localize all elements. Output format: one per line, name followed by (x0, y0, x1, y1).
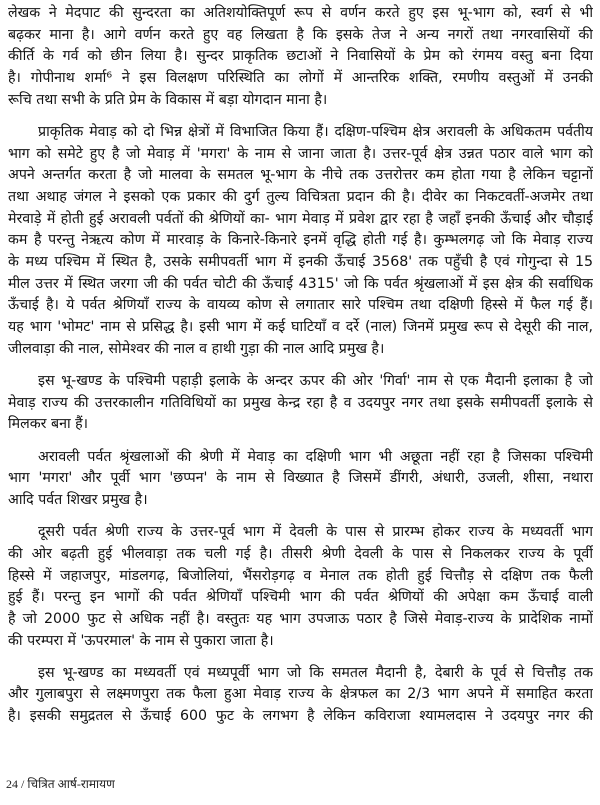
text-line: हिस्से में जहाजपुर, मांडलगढ़, बिजोलियां, भैंसरोड़गढ़ व मेनाल तक होती हुई चित्तौड़ से दक्षिण तक फैली (8, 567, 593, 584)
document-body (8, 3, 593, 738)
text-line: मिलकर बना हैं। (8, 416, 89, 433)
text-line: रूचि तथा सभी के प्रति प्रेम के विकास में बड़ा योगदान माना है। (8, 91, 328, 108)
text-line: मेरवाड़े में होती हुई अरावली पर्वतों की श्रेणियों का- भाग मेवाड़ में प्रवेश द्वार रहा है जहाँ इनकी ऊँचाई और चौड़ाई (8, 210, 593, 227)
paragraph (8, 447, 593, 512)
text-line: है। गोपीनाथ शर्मा⁶ ने इस विलक्षण परिस्थिति का लोगों में आन्तरिक शक्ति, रमणीय वस्तुओं में उनकी (8, 70, 593, 87)
paragraph (8, 122, 593, 361)
text-line: बढ़कर माना है। आगे वर्णन करते हुए वह लिखता है कि इसके तेज ने अन्य नगरों तथा नगरवासियों की (8, 26, 593, 43)
text-line: और गुलाबपुरा से लक्ष्मणपुरा तक फैला हुआ मेवाड़ राज्य के क्षेत्रफल का 2/3 भाग अपने में समाहित करता (8, 686, 593, 703)
footer-separator: / (21, 777, 25, 791)
text-line: इस भू-खण्ड का मध्यवर्ती एवं मध्यपूर्वी भाग जो कि समतल मैदानी है, देबारी के पूर्व से चित्तौड़ तक (38, 664, 593, 681)
text-line: जीलवाड़ा की नाल, सोमेश्वर की नाल व हाथी गुड़ा की नाल आदि प्रमुख है। (8, 340, 385, 357)
text-line: की परम्परा में 'ऊपरमाल' के नाम से पुकारा जाता है। (8, 632, 274, 649)
text-line: यह भाग 'भोमट' नाम से प्रसिद्ध है। इसी भाग में कई घाटियाँ व दर्रे (नाल) जिनमें प्रमुख रूप से देसूरी की नाल, (8, 319, 593, 336)
paragraph (8, 663, 593, 728)
text-line: हुई हैं। परन्तु इन भागों की पर्वत श्रेणियाँ पश्चिमी भाग की पर्वत श्रेणियों की अपेक्षा कम ऊँचाई वाली (8, 589, 593, 606)
text-line: के मध्य पश्चिम में स्थित है, उसके समीपवर्ती भाग में इनकी ऊँचाई 3568' तक पहुँची है एवं गोगुन्दा से 15 (8, 254, 593, 271)
text-line: मेवाड़ राज्य की उत्तरकालीन गतिविधियों का प्रमुख केन्द्र रहा है व उदयपुर नगर तथा इसके समीपवर्ती इलाके से (8, 394, 593, 411)
text-line: अपने अन्तर्गत करता है जो मालवा के समतल भू-भाग के नीचे तक उत्तरोत्तर कम होता गया है लेकिन चट्टानों (8, 167, 593, 184)
text-line: ऊँचाई है। ये पर्वत श्रेणियाँ राज्य के वायव्य कोण से लगातार सारे पश्चिम तथा दक्षिणी हिस्से में फैल गई हैं। (8, 297, 593, 314)
paragraph (8, 522, 593, 652)
text-line: प्राकृतिक मेवाड़ को दो भिन्न क्षेत्रों में विभाजित किया हैं। दक्षिण-पश्चिम क्षेत्र अरावली के अधिकतम पर्वतीय (38, 123, 593, 140)
text-line: है। इसकी समुद्रतल से ऊँचाई 600 फुट के लगभग है लेकिन कविराजा श्यामलदास ने उदयपुर नगर की (8, 708, 593, 725)
page-number: 24 (6, 777, 18, 791)
text-line: आदि पर्वत शिखर प्रमुख है। (8, 491, 148, 508)
text-line: तथा अथाह जंगल ने इसको एक प्रकार की दुर्ग तुल्य विचित्रता प्रदान की है। दीवेर का निकटवर्ती-अजमेर तथा (8, 189, 593, 205)
text-line: दूसरी पर्वत श्रेणी राज्य के उत्तर-पूर्व भाग में देवली के पास से प्रारम्भ होकर राज्य के मध्यवर्ती भाग (38, 524, 593, 541)
text-line: इस भू-खण्ड के पश्चिमी पहाड़ी इलाके के अन्दर ऊपर की ओर 'गिर्वा' नाम से एक मैदानी इलाका है जो (38, 373, 593, 389)
page-footer (6, 775, 115, 792)
text-line: कम है परन्तु नेऋत्य कोण में मारवाड़ के किनारे-किनारे इनमें वृद्धि होती गई है। कुम्भलगढ़ जो कि मेवाड़ राज्य (8, 232, 593, 249)
text-line: मील उत्तर में स्थित जरगा जी की पर्वत चोटी की ऊँचाई 4315' जो कि पर्वत श्रृंखलाओं में इस क्षेत्र की सर्वाधिक (8, 275, 593, 292)
text-line: कीर्ति के गर्व को छीन लिया है। सुन्दर प्राकृतिक छटाओं ने निवासियों के प्रेम को रंगमय वस्तु बना दिया (8, 48, 593, 65)
text-line: लेखक ने मेदपाट की सुन्दरता का अतिशयोक्तिपूर्ण रूप से वर्णन करते हुए इस भू-भाग को, स्वर्ग से भी (8, 5, 593, 21)
text-line: है जो 2000 फुट से अधिक नहीं है। वस्तुतः यह भाग उपजाऊ पठार है जिसे मेवाड़-राज्य के प्रादेशिक नामों (8, 610, 593, 627)
paragraph (8, 3, 593, 111)
book-title: चित्रित आर्ष-रामायण (27, 777, 115, 791)
paragraph (8, 371, 593, 436)
text-line: भाग 'मगरा' और पूर्वी भाग 'छप्पन' के नाम से विख्यात है जिसमें डींगरी, अंधारी, उजली, शीसा, नथारा (8, 470, 593, 487)
text-line: भाग को समेटे हुए है जो मेवाड़ में 'मगरा' के नाम से जाना जाता है। उत्तर-पूर्व क्षेत्र उन्नत पठार वाले भाग को (8, 145, 593, 162)
text-line: अरावली पर्वत श्रृंखलाओं की श्रेणी में मेवाड़ का दक्षिणी भाग भी अछूता नहीं रहा है जिसका पश्चिमी (38, 448, 593, 465)
text-line: की ओर बढ़ती हुई भीलवाड़ा तक चली गई है। तीसरी श्रेणी देवली के पास से निकलकर राज्य के पूर्वी (8, 545, 593, 562)
